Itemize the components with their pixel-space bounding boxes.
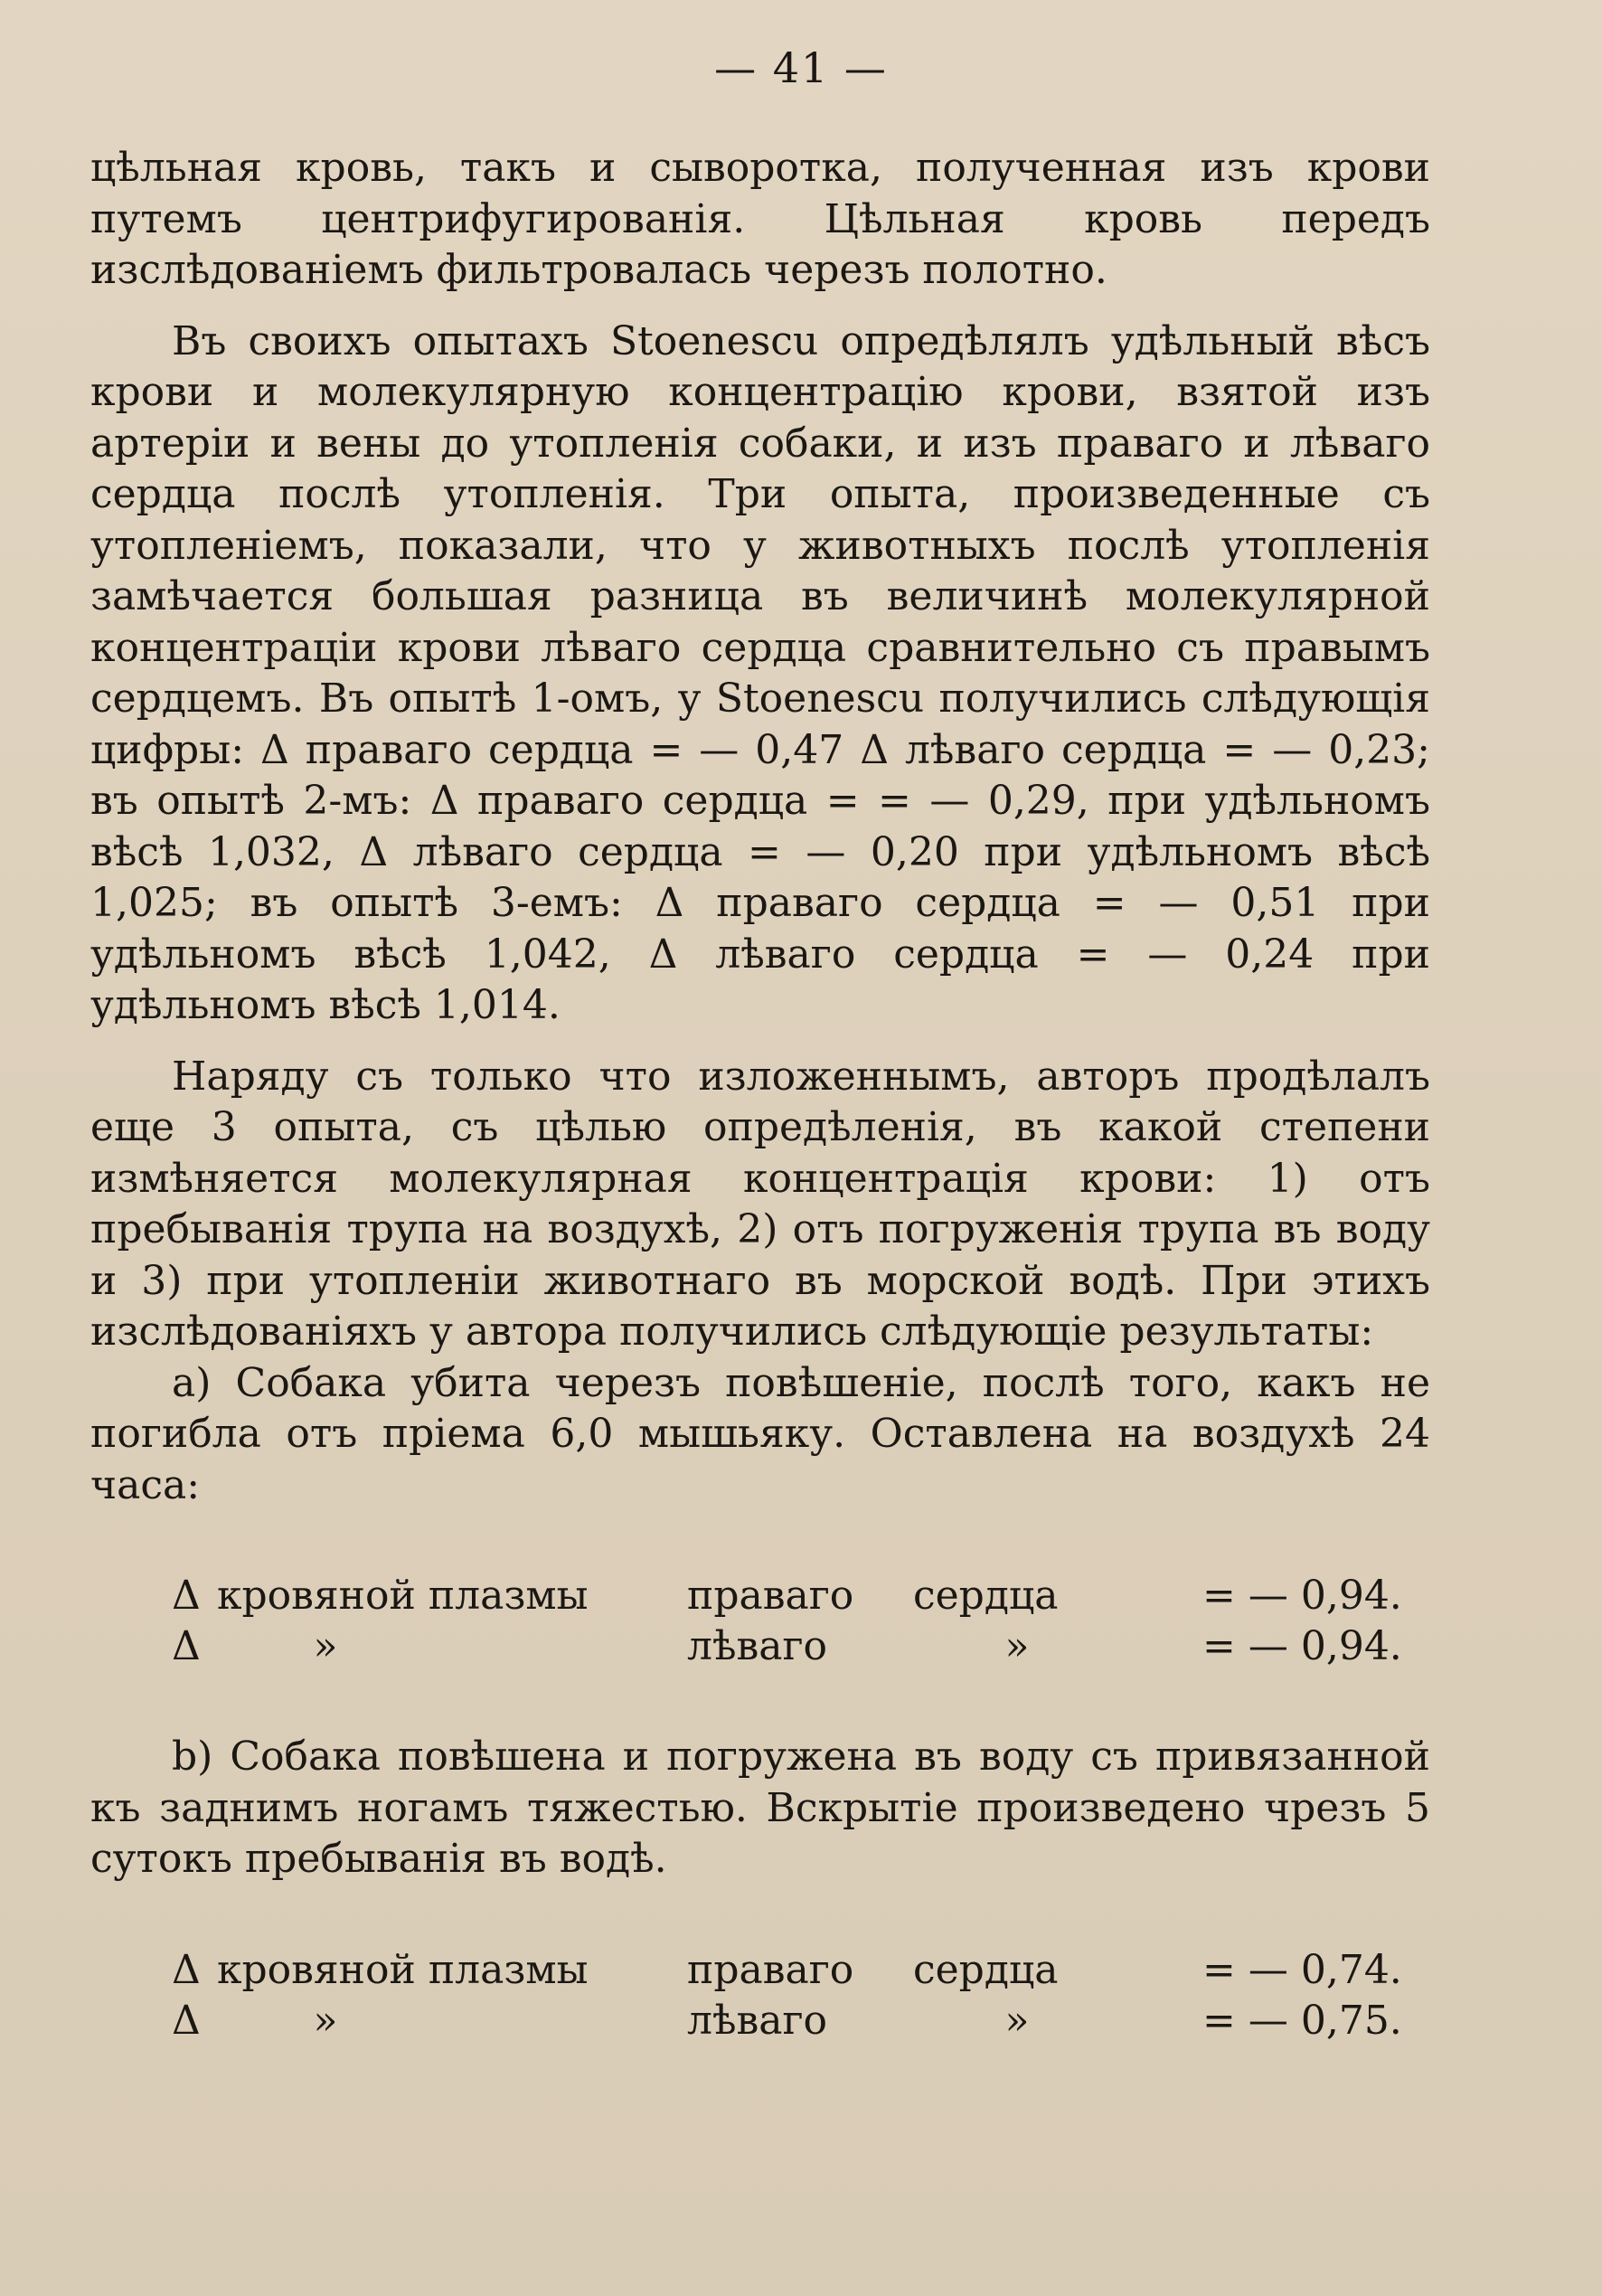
- formula-line: [172, 1996, 1428, 2046]
- ditto-mark: »: [1004, 1623, 1030, 1669]
- formula-subject: кровяной плазмы: [217, 1573, 589, 1619]
- formula-block-a: [90, 1571, 1430, 1672]
- formula-line: [172, 1571, 1428, 1621]
- delta-symbol: Δ: [172, 1997, 201, 2044]
- paragraph-continuation: цѣльная кровь, такъ и сыворотка, полученная изъ крови путемъ центрифугированія. Цѣльная кровь передъ изслѣдованіемъ фильтровалась черезъ полотно.: [90, 145, 1430, 293]
- ditto-mark: »: [313, 1623, 338, 1669]
- formula-value: = — 0,74.: [1202, 1946, 1402, 1993]
- delta-symbol: Δ: [172, 1623, 201, 1669]
- formula-line: [172, 1621, 1428, 1672]
- formula-organ: сердца: [913, 1573, 1059, 1619]
- paragraph-experiment-b: b) Собака повѣшена и погружена въ воду съ привязанной къ заднимъ ногамъ тяжестью. Вскрытіе произведено чрезъ 5 сутокъ пребыванія въ водѣ.: [90, 1734, 1430, 1882]
- paragraph-stoenescu-experiments: Въ своихъ опытахъ Stoenescu опредѣлялъ удѣльный вѣсъ крови и молекулярную концентрацію крови, взятой изъ артеріи и вены до утопленія собаки, и изъ праваго и лѣваго сердца послѣ утопленія. Три опыта, произведенные съ утопленіемъ, показали, что у животныхъ послѣ утопленія замѣчается большая разница въ величинѣ молекулярной концентраціи крови лѣваго сердца сравнительно съ правымъ сердцемъ. Въ опытѣ 1-омъ, у Stoenescu получились слѣдующія цифры: Δ праваго сердца = — 0,47 Δ лѣваго сердца = — 0,23; въ опытѣ 2-мъ: Δ праваго сердца = = — 0,29, при удѣльномъ вѣсѣ 1,032, Δ лѣваго сердца = — 0,20 при удѣльномъ вѣсѣ 1,025; въ опытѣ 3-емъ: Δ праваго сердца = — 0,51 при удѣльномъ вѣсѣ 1,042, Δ лѣваго сердца = — 0,24 при удѣльномъ вѣсѣ 1,014.: [90, 317, 1430, 1028]
- delta-symbol: Δ: [172, 1573, 201, 1619]
- delta-symbol: Δ: [172, 1946, 201, 1993]
- formula-value: = — 0,94.: [1202, 1573, 1402, 1619]
- ditto-mark: »: [313, 1997, 338, 2044]
- page-body: [90, 143, 1430, 2046]
- formula-side: лѣваго: [687, 1623, 828, 1669]
- paragraph-experiment-a: a) Собака убита черезъ повѣшеніе, послѣ того, какъ не погибла отъ пріема 6,0 мышьяку. Оставлена на воздухѣ 24 часа:: [90, 1359, 1430, 1508]
- formula-block-b: [90, 1945, 1430, 2046]
- formula-line: [172, 1945, 1428, 1996]
- formula-side: праваго: [687, 1946, 854, 1993]
- formula-side: праваго: [687, 1573, 854, 1619]
- paragraph-author-experiments: Наряду съ только что изложеннымъ, авторъ продѣлалъ еще 3 опыта, съ цѣлью опредѣленія, въ какой степени измѣняется молекулярная концентрація крови: 1) отъ пребыванія трупа на воздухѣ, 2) отъ погруженія трупа въ воду и 3) при утопленіи животнаго въ морской водѣ. При этихъ изслѣдованіяхъ у автора получились слѣдующіе результаты:: [90, 1053, 1430, 1355]
- formula-value: = — 0,94.: [1202, 1623, 1402, 1669]
- ditto-mark: »: [1004, 1997, 1030, 2044]
- formula-value: = — 0,75.: [1202, 1997, 1402, 2044]
- formula-side: лѣваго: [687, 1997, 828, 2044]
- formula-organ: сердца: [913, 1946, 1059, 1993]
- formula-subject: кровяной плазмы: [217, 1946, 589, 1993]
- page-number: — 41 —: [714, 43, 888, 92]
